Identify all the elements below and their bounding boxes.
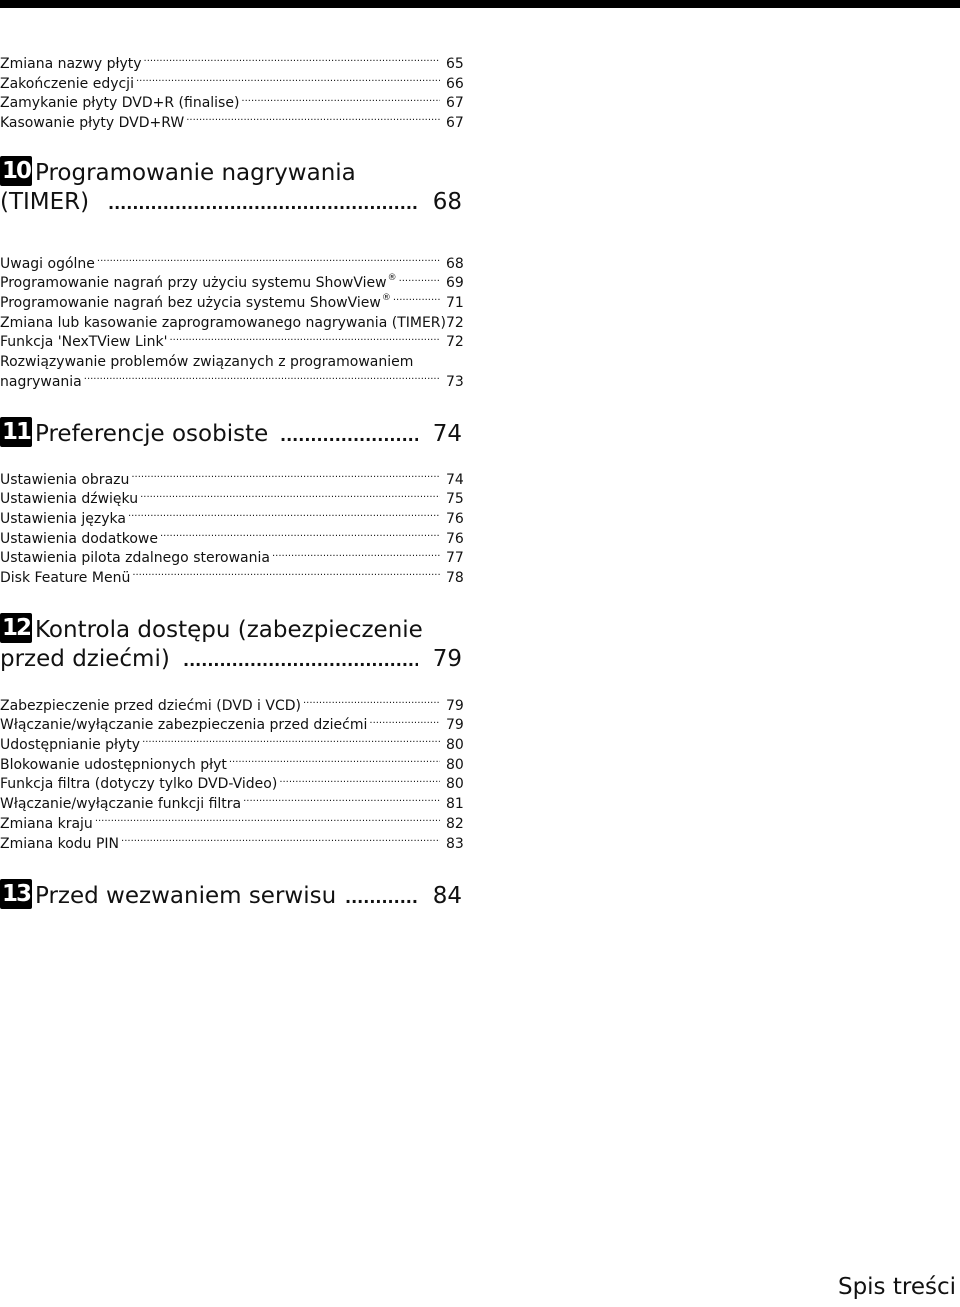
dot-leader [393,293,440,307]
toc-entry-page: 69 [446,275,464,292]
dot-leader [345,883,418,911]
toc-entry-title-text: Kasowanie płyty DVD+RW [0,115,185,132]
toc-entry-title [0,75,134,95]
toc-entry-title-text: Disk Feature Menü [0,570,131,586]
toc-entry-page: 77 [446,550,464,567]
toc-entry[interactable] [0,75,470,95]
toc-entry-title-text: Zabezpieczenie przed dziećmi (DVD i VCD) [0,697,301,714]
toc-entry-page: 75 [446,491,464,508]
section-11 [0,413,470,471]
dot-leader [183,646,418,674]
table-of-contents [0,55,470,925]
toc-entry-title [0,314,446,334]
dot-leader [399,273,440,287]
toc-entry[interactable] [0,815,470,835]
dot-leader [95,814,440,828]
toc-entry[interactable] [0,549,470,569]
toc-entry[interactable] [0,569,470,589]
dot-leader [131,470,440,484]
toc-entry-title-continued: nagrywania [0,373,82,390]
toc-entry-page: 65 [446,55,464,72]
dot-leader [160,529,440,543]
dot-leader [142,735,440,749]
toc-entry-title-text: Zmiana nazwy płyty [0,55,142,72]
registered-mark: ® [387,273,397,284]
toc-entry-title-text: Uwagi ogólne [0,255,95,272]
dot-leader [229,755,440,769]
toc-entry[interactable] [0,94,470,114]
toc-entry-title-text: Ustawienia języka [0,510,126,527]
footer-section-label: Spis treści [837,1274,956,1300]
toc-entry-title [0,736,140,756]
section-number-badge: 11 [1,418,30,445]
toc-entry-page: 73 [446,373,464,390]
dot-leader [144,54,440,68]
toc-group-editing [0,55,470,134]
dot-leader [140,489,440,503]
toc-entry-title-text: Ustawienia dźwięku [0,491,139,508]
registered-mark: ® [381,293,391,304]
dot-leader [97,254,440,268]
toc-entry[interactable] [0,471,470,491]
toc-entry-page: 81 [446,796,464,813]
toc-entry-title-text: Zamykanie płyty DVD+R (finalise) [0,95,240,112]
toc-entry-title [0,549,270,569]
toc-entry-page: 80 [446,737,464,754]
section-11-entries [0,471,470,589]
toc-entry-page: 79 [446,697,464,714]
toc-entry-title-text: Programowanie nagrań bez użycia systemu ShowView [0,295,381,312]
section-title-continued[interactable]: przed dziećmi) [0,645,170,672]
toc-entry[interactable] [0,353,470,392]
section-page-number[interactable]: 79 [432,645,462,672]
section-number-badge: 13 [1,881,30,908]
toc-entry-page: 67 [446,115,464,132]
toc-entry-title [0,795,241,815]
dot-leader [303,696,440,710]
toc-entry-title-text: Udostępnianie płyty [0,737,141,754]
toc-entry-title [0,255,95,275]
toc-entry-page: 72 [446,334,464,351]
toc-entry-title [0,510,126,530]
toc-entry-title [0,274,397,294]
toc-entry[interactable] [0,274,470,294]
toc-entry[interactable] [0,294,470,314]
toc-entry-page: 76 [446,530,464,547]
toc-entry-title: Rozwiązywanie problemów związanych z programowaniem [0,354,414,371]
section-10-entries [0,255,470,353]
toc-entry-title [0,55,142,75]
section-10 [0,152,470,255]
dot-leader [369,715,440,729]
toc-entry-title [0,294,391,314]
toc-entry-page: 79 [446,717,464,734]
section-page-number[interactable]: 74 [432,420,462,447]
section-13 [0,875,470,925]
toc-entry[interactable] [0,835,470,855]
dot-leader [243,794,440,808]
toc-entry[interactable] [0,716,470,736]
toc-entry-title-text: Programowanie nagrań przy użyciu systemu ShowView [0,275,387,292]
toc-entry-page: 82 [446,815,464,832]
toc-entry[interactable] [0,334,470,354]
toc-entry-title [0,697,301,717]
toc-entry-page: 66 [446,75,464,92]
section-title[interactable]: Preferencje osobiste [35,420,269,447]
toc-entry-title [0,569,130,589]
toc-entry[interactable] [0,530,470,550]
toc-entry-page: 68 [446,255,464,272]
toc-entry-title-text: Ustawienia pilota zdalnego sterowania [0,550,270,567]
toc-entry-page: 67 [446,95,464,112]
dot-leader [136,74,440,88]
toc-entry[interactable] [0,697,470,717]
dot-leader [121,834,440,848]
dot-leader [279,774,440,788]
section-title[interactable]: Programowanie nagrywania [35,159,356,186]
section-title[interactable]: Kontrola dostępu (zabezpieczenie [35,616,423,643]
toc-entry[interactable] [0,55,470,75]
toc-entry-title-text: Zmiana lub kasowanie zaprogramowanego nagrywania (TIMER) [0,314,446,331]
dot-leader [132,568,440,582]
toc-entry-title [0,815,93,835]
toc-entry-page: 71 [446,295,464,312]
section-page-number[interactable]: 68 [432,188,462,215]
toc-entry-page: 80 [446,776,464,793]
dot-leader [128,509,440,523]
section-title-continued[interactable]: (TIMER) [0,188,90,215]
toc-entry-title [0,835,119,855]
toc-entry[interactable] [0,795,470,815]
dot-leader [169,332,440,346]
section-page-number[interactable]: 84 [432,883,462,910]
dot-leader [280,421,418,449]
section-number-badge: 10 [1,157,30,184]
toc-entry-page: 72 [446,314,464,331]
toc-entry-title [0,756,227,776]
toc-entry-title-text: Włączanie/wyłączanie zabezpieczenia przed dziećmi [0,717,368,734]
toc-entry-title [0,94,239,114]
toc-entry-title-text: Zmiana kodu PIN [0,835,120,852]
toc-entry-title-text: Ustawienia dodatkowe [0,530,158,547]
toc-entry-title [0,530,158,550]
dot-leader [272,548,440,562]
toc-entry-page: 76 [446,510,464,527]
toc-entry[interactable] [0,756,470,776]
toc-entry-title [0,471,129,491]
toc-entry-page: 74 [446,471,464,488]
toc-entry-title-text: Ustawienia obrazu [0,471,130,488]
toc-entry[interactable] [0,510,470,530]
dot-leader [108,189,418,217]
toc-entry-title-text: Funkcja filtra (dotyczy tylko DVD-Video) [0,776,278,793]
toc-entry[interactable] [0,736,470,756]
section-title[interactable]: Przed wezwaniem serwisu [35,883,337,910]
toc-entry-title [0,490,138,510]
toc-entry-title-text: Zmiana kraju [0,815,93,832]
dot-leader [84,372,440,386]
toc-entry-title-text: Włączanie/wyłączanie funkcji filtra [0,796,242,813]
toc-entry-title [0,333,167,353]
toc-entry[interactable] [0,255,470,275]
toc-entry-title [0,114,184,134]
toc-entry-title-text: Funkcja 'NexTView Link' [0,334,168,351]
toc-entry-page: 80 [446,756,464,773]
top-rule [0,0,960,8]
toc-entry-page: 83 [446,835,464,852]
toc-entry-title-text: Zakończenie edycji [0,75,134,92]
section-number-badge: 12 [1,614,30,641]
toc-entry[interactable] [0,775,470,795]
toc-entry[interactable] [0,314,470,334]
toc-entry-title [0,775,277,795]
section-12 [0,609,470,697]
section-12-entries [0,697,470,855]
toc-entry-title-text: Blokowanie udostępnionych płyt [0,756,227,773]
toc-entry-page: 78 [446,570,464,586]
toc-entry[interactable] [0,114,470,134]
dot-leader [186,113,440,127]
dot-leader [241,93,440,107]
toc-entry-title [0,716,367,736]
toc-entry[interactable] [0,490,470,510]
